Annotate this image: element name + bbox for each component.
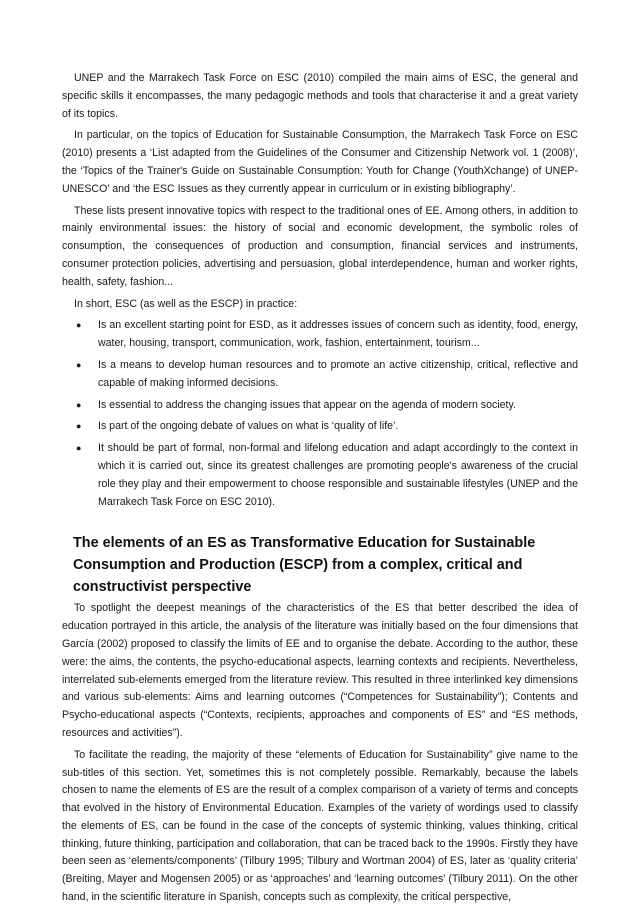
list-item-text: Is part of the ongoing debate of values on what is ‘quality of life’. (98, 420, 399, 433)
list-item (76, 397, 578, 415)
list-item (76, 317, 578, 353)
document-page (62, 70, 578, 911)
list-item (76, 440, 578, 511)
list-item (76, 418, 578, 436)
list-item-text: Is essential to address the changing issues that appear on the agenda of modern society. (98, 398, 516, 411)
section-paragraph-1: To spotlight the deepest meanings of the characteristics of the ES that better described the idea of education portrayed in this article, the analysis of the literature was initially based on the four dimensions that García (2002) proposed to classify the limits of EE and to organise the debate. According to the author, these were: the aims, the contents, the psycho-educational aspects, learning contexts and recipients. Nevertheless, interrelated sub-elements emerged from the literature review. This resulted in three interlinked key dimensions and various sub-elements: Aims and learning outcomes (“Competences for Sustainability”); Contents and Psycho-educational aspects (“Contexts, recipients, approaches and components of ES” and “ES methods, resources and activities”). (62, 602, 578, 739)
esc-practice-list (62, 317, 578, 511)
intro-paragraph-2: In particular, on the topics of Education for Sustainable Consumption, the Marrakech Task Force on ESC (2010) presents a ‘List adapted from the Guidelines of the Consumer and Citizenship Network vol. 1 (2008)’, the ‘Topics of the Trainer's Guide on Sustainable Consumption: Youth for Change (YouthXchange) of UNEP-UNESCO’ and ‘the ESC Issues as they currently appear in curriculum or in existing bibliography’. (62, 129, 578, 195)
list-item (76, 357, 578, 393)
section-heading: The elements of an ES as Transformative Education for Sustainable Consumption and Production (ESCP) from a complex, critical and constructivist perspective (73, 535, 536, 596)
bullet-icon: ● (76, 359, 82, 370)
list-item-text: Is an excellent starting point for ESD, as it addresses issues of concern such as identity, food, energy, water, housing, transport, communication, work, fashion, entertainment, tourism... (98, 319, 578, 350)
intro-paragraph-3: These lists present innovative topics with respect to the traditional ones of EE. Among others, in addition to mainly environmental issues: the history of social and economic development, the symbolic roles of consumption, the consequences of production and consumption, financial services and instruments, consumer protection policies, advertising and persuasion, global interdependence, human and worker rights, health, safety, fashion... (62, 204, 578, 288)
intro-paragraph-4: In short, ESC (as well as the ESCP) in practice: (74, 297, 298, 310)
intro-paragraph-1: UNEP and the Marrakech Task Force on ESC (2010) compiled the main aims of ESC, the general and specific skills it encompasses, the many pedagogic methods and tools that characterise it and a great variety of its topics. (62, 72, 578, 120)
bullet-icon: ● (76, 443, 82, 454)
bullet-icon: ● (76, 421, 82, 432)
list-item-text: Is a means to develop human resources and to promote an active citizenship, critical, reflective and capable of making informed decisions. (98, 358, 578, 389)
bullet-icon: ● (76, 399, 82, 410)
section-paragraph-2: To facilitate the reading, the majority of these “elements of Education for Sustainability” give name to the sub-titles of this section. Yet, sometimes this is not completely possible. Remarkably, because the labels chosen to name the elements of ES are the result of a complex comparison of a variety of terms and concepts that evolved in the history of Environmental Education. Examples of the variety of wordings used to classify the elements of ES, can be found in the case of the concepts of systemic thinking, values thinking, critical thinking, future thinking, participation and collaboration, that can be traced back to the 1990s. Firstly they have been seen as ‘elements/components’ (Tilbury 1995; Tilbury and Wortman 2004) of ES, later as ‘quality criteria’ (Breiting, Mayer and Mogensen 2005) or as ‘approaches’ and ‘learning outcomes’ (Tilbury 2011). On the other hand, in the scientific literature in Spanish, concepts such as complexity, the critical perspective, (62, 748, 578, 904)
bullet-icon: ● (76, 320, 82, 331)
list-item-text: It should be part of formal, non-formal and lifelong education and adapt accordingly to the context in which it is carried out, since its greatest challenges are promoting people's awareness of the crucial role they play and their empowerment to choose responsible and sustainable lifestyles (UNEP and the Marrakech Task Force on ESC 2010). (98, 442, 578, 508)
